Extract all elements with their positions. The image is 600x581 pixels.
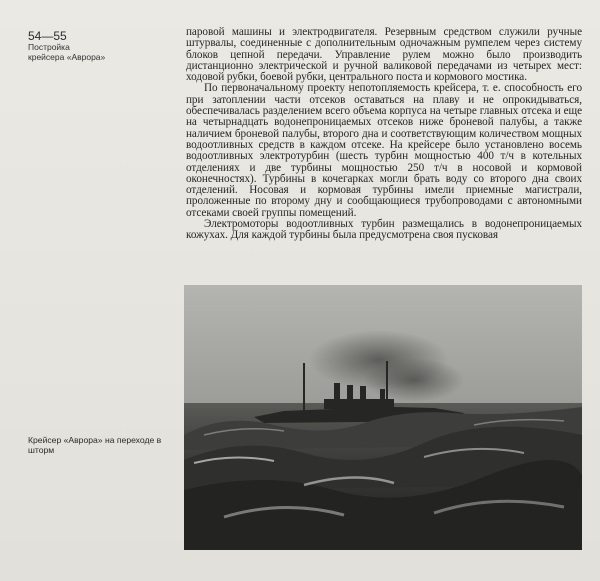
photo-caption: Крейсер «Аврора» на переходе в шторм — [28, 435, 162, 455]
section-title-line-1: Постройка — [28, 42, 70, 52]
storm-sea-illustration — [184, 285, 582, 550]
body-text — [186, 27, 582, 242]
section-title-line-2: крейсера «Аврора» — [28, 51, 106, 62]
running-head — [28, 30, 178, 62]
waves — [184, 407, 582, 550]
paragraph-3: Электромоторы водоотливных турбин размещались в водонепроницаемых кожухах. Для каждой турбины была предусмотрена своя пусковая — [186, 218, 582, 242]
smoke-cloud-2 — [364, 358, 464, 402]
paragraph-2: По первоначальному проекту непотопляемость крейсера, т. е. способность его при затоплении части отсеков оставаться на плаву и не опрокидываться, обеспечивалась разделением всего объема корпуса на четыре главных отсека и еще на четырнадцать водонепроницаемых отсеков ниже броневой палубы, а также наличием броневой палубы, второго дна и соответствующим количеством мощных водоотливных средств в каждом отсеке. На крейсере было установлено восемь водоотливных электротурбин (шесть турбин мощностью 400 т/ч в котельных отделениях и две турбины мощностью 250 т/ч в носовой и кормовой оконечностях). Турбины в кочегарках могли брать воду со второго дна своих отделений. Носовая и кормовая турбины имели приемные магистрали, проложенные по второму дну и сообщающиеся трубопроводами с автономными отсеками своей группы помещений. — [186, 82, 582, 219]
paragraph-1: паровой машины и электродвигателя. Резервным средством служили ручные штурвалы, соединенные с дополнительным одночажным румпелем через систему блоков цепной передачи. Управление рулем можно было производить дистанционно электрической и ручной валиковой передачами из четырех мест: ходовой рубки, боевой рубки, центрального поста и кормового мостика. — [186, 26, 582, 84]
page-numbers: 54—55 — [28, 29, 67, 43]
cruiser-photo — [184, 285, 582, 550]
